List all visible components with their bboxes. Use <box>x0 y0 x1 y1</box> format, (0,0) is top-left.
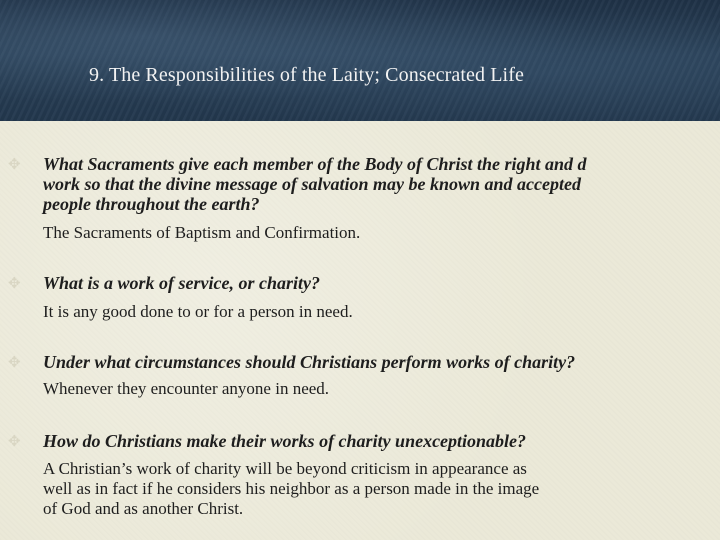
answer-1: The Sacraments of Baptism and Confirmation. <box>43 223 361 242</box>
answer-4-line-1: A Christian’s work of charity will be beyond criticism in appearance as <box>43 459 527 478</box>
slide-header <box>0 0 720 121</box>
bullet-icon: ✥ <box>8 155 21 173</box>
bullet-icon: ✥ <box>8 274 21 292</box>
question-1-line-1: What Sacraments give each member of the Body of Christ the right and d <box>43 154 587 174</box>
slide-content <box>0 121 720 540</box>
slide-title: 9. The Responsibilities of the Laity; Consecrated Life <box>89 64 524 86</box>
answer-2: It is any good done to or for a person in need. <box>43 302 353 321</box>
question-1-line-2: work so that the divine message of salvation may be known and accepted <box>43 174 581 194</box>
answer-4-line-3: of God and as another Christ. <box>43 499 244 518</box>
bullet-icon: ✥ <box>8 432 21 450</box>
answer-4-line-2: well as in fact if he considers his neighbor as a person made in the image <box>43 479 540 498</box>
answer-3: Whenever they encounter anyone in need. <box>43 379 330 398</box>
bullet-icon: ✥ <box>8 353 21 371</box>
question-4: How do Christians make their works of charity unexceptionable? <box>43 431 527 451</box>
question-1-line-3: people throughout the earth? <box>43 194 260 214</box>
question-2: What is a work of service, or charity? <box>43 273 320 293</box>
question-3: Under what circumstances should Christians perform works of charity? <box>43 352 576 372</box>
